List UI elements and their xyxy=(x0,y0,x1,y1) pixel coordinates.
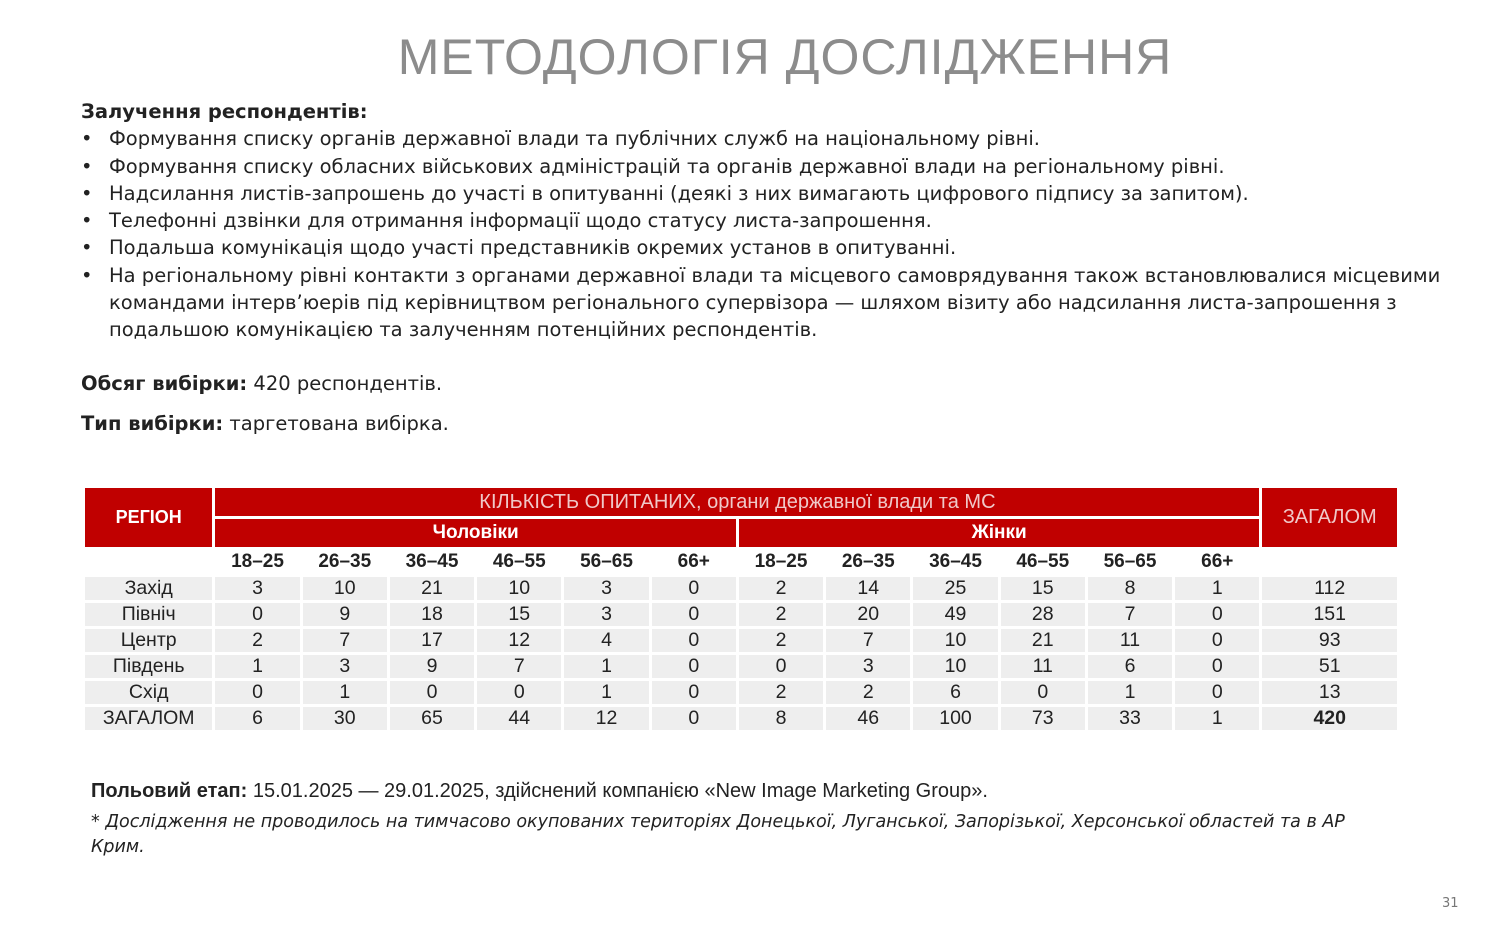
age-header: 36–45 xyxy=(913,550,997,574)
table-cell: 46 xyxy=(826,707,910,730)
age-header: 26–35 xyxy=(826,550,910,574)
table-cell: 0 xyxy=(1175,681,1259,704)
age-header: 26–35 xyxy=(303,550,387,574)
sample-type-value: таргетована вибірка. xyxy=(229,412,449,435)
table-cell: 0 xyxy=(652,577,736,600)
table-cell: 1 xyxy=(303,681,387,704)
table-cell: 8 xyxy=(739,707,823,730)
table-cell: 21 xyxy=(1001,629,1085,652)
age-header: 66+ xyxy=(652,550,736,574)
table-cell: 1 xyxy=(1175,577,1259,600)
table-cell: 100 xyxy=(913,707,997,730)
table-cell: 10 xyxy=(913,655,997,678)
list-item: • Подальша комунікація щодо участі представників окремих установ в опитуванні. xyxy=(81,234,1441,261)
region-name: Схід xyxy=(85,681,212,704)
table-cell: 2 xyxy=(739,629,823,652)
region-name: Північ xyxy=(85,603,212,626)
table-row xyxy=(85,603,1397,626)
table-cell: 28 xyxy=(1001,603,1085,626)
table-cell: 12 xyxy=(564,707,648,730)
table-cell: 21 xyxy=(390,577,474,600)
table-cell: 0 xyxy=(652,603,736,626)
fieldwork xyxy=(91,780,988,803)
region-name: Центр xyxy=(85,629,212,652)
table-row xyxy=(85,629,1397,652)
fieldwork-label: Польовий етап: xyxy=(91,780,248,802)
respondents-table xyxy=(82,485,1400,733)
total-header: ЗАГАЛОМ xyxy=(1262,488,1397,547)
table-cell: 0 xyxy=(652,707,736,730)
table-cell: 9 xyxy=(390,655,474,678)
table-cell: 1 xyxy=(1088,681,1172,704)
recruitment-list xyxy=(81,125,1441,343)
table-cell: 0 xyxy=(1175,655,1259,678)
table-body xyxy=(85,577,1397,730)
table-cell: 12 xyxy=(477,629,561,652)
table-cell: 3 xyxy=(303,655,387,678)
region-name: ЗАГАЛОМ xyxy=(85,707,212,730)
table-cell: 3 xyxy=(564,603,648,626)
table-cell: 10 xyxy=(477,577,561,600)
age-header: 66+ xyxy=(1175,550,1259,574)
table-cell: 1 xyxy=(564,655,648,678)
sample-type-label: Тип вибірки: xyxy=(81,412,224,435)
row-total: 13 xyxy=(1262,681,1397,704)
table-cell: 2 xyxy=(739,577,823,600)
table-row xyxy=(85,707,1397,730)
age-header: 18–25 xyxy=(739,550,823,574)
table-cell: 25 xyxy=(913,577,997,600)
table-cell: 2 xyxy=(826,681,910,704)
table-cell: 20 xyxy=(826,603,910,626)
age-header: 56–65 xyxy=(1088,550,1172,574)
table-cell: 0 xyxy=(1175,603,1259,626)
footnote: * Дослідження не проводилось на тимчасово окупованих територіях Донецької, Луганської, Запорізької, Херсонської областей та в АР Крим. xyxy=(91,812,1345,857)
region-header: РЕГІОН xyxy=(85,488,212,547)
table-cell: 0 xyxy=(390,681,474,704)
age-header: 18–25 xyxy=(215,550,299,574)
sample-size-label: Обсяг вибірки: xyxy=(81,372,248,395)
table-cell: 7 xyxy=(1088,603,1172,626)
table-cell: 9 xyxy=(303,603,387,626)
table-cell: 1 xyxy=(215,655,299,678)
table-cell: 0 xyxy=(215,681,299,704)
table-cell: 11 xyxy=(1001,655,1085,678)
age-header: 36–45 xyxy=(390,550,474,574)
table-cell: 0 xyxy=(739,655,823,678)
region-name: Південь xyxy=(85,655,212,678)
table-cell: 7 xyxy=(826,629,910,652)
table-cell: 8 xyxy=(1088,577,1172,600)
women-header: Жінки xyxy=(739,519,1260,547)
page-number: 31 xyxy=(1442,896,1459,911)
table-cell: 2 xyxy=(739,681,823,704)
table-cell: 0 xyxy=(652,629,736,652)
table-cell: 1 xyxy=(564,681,648,704)
row-total: 51 xyxy=(1262,655,1397,678)
age-header: 46–55 xyxy=(477,550,561,574)
table-cell: 44 xyxy=(477,707,561,730)
table-cell: 33 xyxy=(1088,707,1172,730)
table-cell: 30 xyxy=(303,707,387,730)
table-cell: 6 xyxy=(913,681,997,704)
table-cell: 2 xyxy=(739,603,823,626)
page-title: МЕТОДОЛОГІЯ ДОСЛІДЖЕННЯ xyxy=(397,29,1173,85)
table-cell: 2 xyxy=(215,629,299,652)
count-header: КІЛЬКІСТЬ ОПИТАНИХ, органи державної влади та МС xyxy=(215,488,1259,516)
table-cell: 0 xyxy=(652,681,736,704)
table-cell: 0 xyxy=(652,655,736,678)
table-row xyxy=(85,655,1397,678)
recruitment-section xyxy=(81,98,1441,344)
list-item: • Надсилання листів-запрошень до участі в опитуванні (деякі з них вимагають цифрового підпису за запитом). xyxy=(81,180,1441,207)
recruitment-heading: Залучення респондентів: xyxy=(81,100,368,123)
row-total: 112 xyxy=(1262,577,1397,600)
sample-type xyxy=(81,412,449,435)
table-cell: 3 xyxy=(826,655,910,678)
table-cell: 0 xyxy=(1001,681,1085,704)
table-cell: 3 xyxy=(564,577,648,600)
list-item: • Формування списку органів державної влади та публічних служб на національному рівні. xyxy=(81,125,1441,152)
table-row xyxy=(85,681,1397,704)
sample-size-value: 420 респондентів. xyxy=(253,372,443,395)
table-cell: 10 xyxy=(303,577,387,600)
table-cell: 15 xyxy=(477,603,561,626)
table-cell: 0 xyxy=(477,681,561,704)
table-cell: 7 xyxy=(303,629,387,652)
row-total: 151 xyxy=(1262,603,1397,626)
table-row xyxy=(85,577,1397,600)
list-item: • Формування списку обласних військових адміністрацій та органів державної влади на регіональному рівні. xyxy=(81,153,1441,180)
age-header: 56–65 xyxy=(564,550,648,574)
men-header: Чоловіки xyxy=(215,519,736,547)
table-cell: 17 xyxy=(390,629,474,652)
row-total: 93 xyxy=(1262,629,1397,652)
table-cell: 73 xyxy=(1001,707,1085,730)
sample-size xyxy=(81,372,442,395)
table-cell: 14 xyxy=(826,577,910,600)
list-item: • На регіональному рівні контакти з органами державної влади та місцевого самоврядування також встановлювалися місцевими командами інтерв’юерів під керівництвом регіонального супервізора — шляхом візиту або надсилання листа-запрошення з подальшою комунікацією та залученням потенційних респондентів. xyxy=(81,262,1441,344)
fieldwork-value: 15.01.2025 — 29.01.2025, здійснений компанією «New Image Marketing Group». xyxy=(252,780,988,802)
region-name: Захід xyxy=(85,577,212,600)
table-cell: 10 xyxy=(913,629,997,652)
table-cell: 11 xyxy=(1088,629,1172,652)
table-cell: 1 xyxy=(1175,707,1259,730)
table-cell: 3 xyxy=(215,577,299,600)
table-cell: 7 xyxy=(477,655,561,678)
table-cell: 65 xyxy=(390,707,474,730)
table-cell: 49 xyxy=(913,603,997,626)
table-cell: 0 xyxy=(1175,629,1259,652)
table-cell: 6 xyxy=(1088,655,1172,678)
table-cell: 6 xyxy=(215,707,299,730)
table-cell: 15 xyxy=(1001,577,1085,600)
table-cell: 4 xyxy=(564,629,648,652)
row-total: 420 xyxy=(1262,707,1397,730)
table-cell: 18 xyxy=(390,603,474,626)
age-header: 46–55 xyxy=(1001,550,1085,574)
list-item: • Телефонні дзвінки для отримання інформації щодо статусу листа-запрошення. xyxy=(81,207,1441,234)
table-cell: 0 xyxy=(215,603,299,626)
